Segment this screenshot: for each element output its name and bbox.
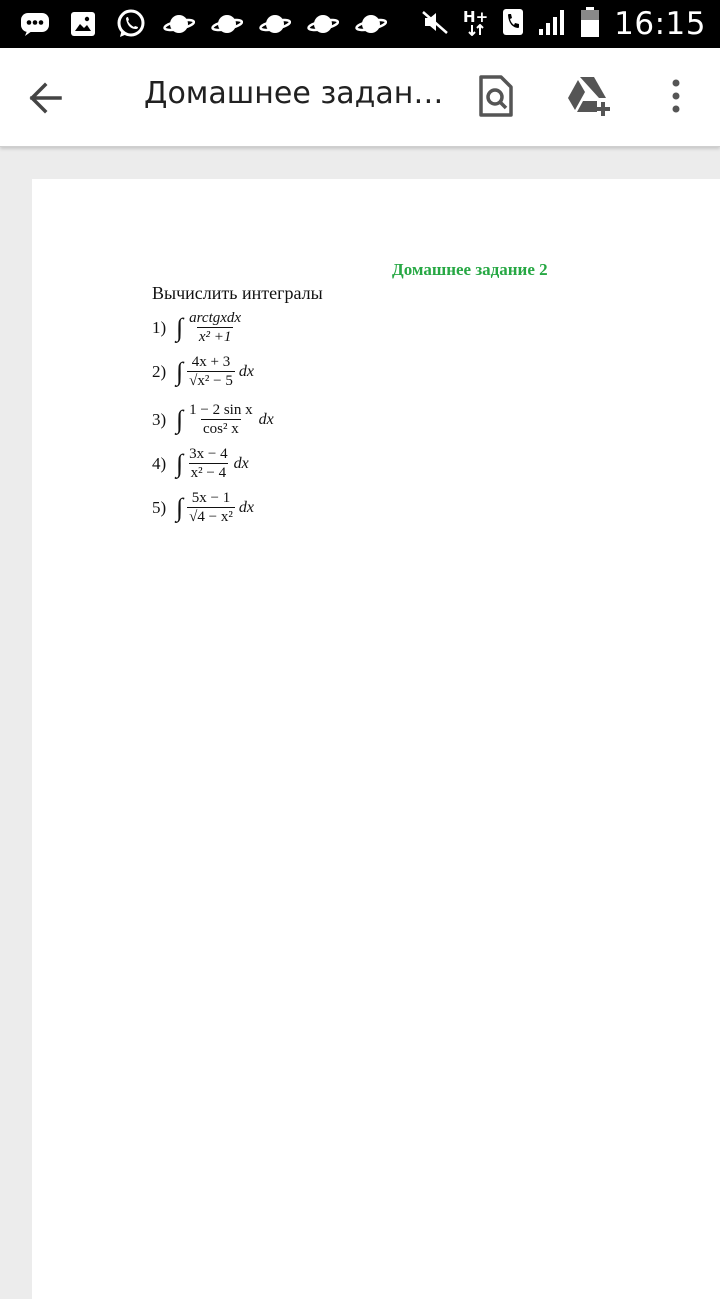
integral-sign: ∫ [176,448,184,478]
denominator: √x² − 5 [189,373,233,389]
denominator: x² − 4 [190,465,227,481]
notification-icons [18,8,388,40]
mute-icon [421,9,449,39]
problem-number: 4) [152,453,167,473]
image-icon [66,8,100,40]
fraction [187,489,235,526]
problem-number: 5) [152,497,167,517]
differential: dx [233,454,249,472]
document-title: Домашнее задан… [144,76,444,111]
chat-bubble-icon [18,8,52,40]
planet-icon [354,8,388,40]
integral-sign: ∫ [176,492,184,522]
integral-sign: ∫ [176,312,184,342]
problem-3 [152,401,274,438]
denominator: cos² x [202,421,239,437]
problem-number: 2) [152,361,167,381]
fraction [187,401,254,438]
find-in-page-icon[interactable] [476,74,516,118]
add-to-drive-icon[interactable] [566,74,616,118]
planet-icon [306,8,340,40]
denominator: x² +1 [198,329,232,345]
problem-number: 3) [152,409,167,429]
app-bar [0,48,720,147]
planet-icon [258,8,292,40]
document-page[interactable] [32,179,720,1299]
fraction [187,353,235,390]
integral-sign: ∫ [176,356,184,386]
denominator: √4 − x² [189,509,233,525]
numerator: 4x + 3 [191,354,231,370]
network-icon [463,10,488,38]
problem-4 [152,445,249,482]
problem-2 [152,353,254,390]
more-vert-icon[interactable] [660,76,692,116]
fraction [187,309,243,346]
battery-icon [580,6,600,42]
phone-icon [502,8,524,40]
problem-number: 1) [152,317,167,337]
status-bar [0,0,720,48]
network-type-label: H+ [463,8,489,26]
whatsapp-icon [114,8,148,40]
fraction [187,445,229,482]
planet-icon [162,8,196,40]
document-heading: Домашнее задание 2 [392,260,548,279]
planet-icon [210,8,244,40]
differential: dx [238,498,254,516]
differential: dx [258,410,274,428]
instruction-text: Вычислить интегралы [152,283,323,303]
clock: 16:15 [614,6,706,42]
problem-5 [152,489,254,526]
numerator: arctgxdx [189,310,242,326]
numerator: 3x − 4 [189,446,228,462]
integral-sign: ∫ [176,404,184,434]
system-icons [421,5,706,43]
signal-icon [538,8,566,40]
differential: dx [238,362,254,380]
numerator: 1 − 2 sin x [189,402,253,418]
problem-1 [152,309,245,346]
numerator: 5x − 1 [191,490,231,506]
back-arrow-icon[interactable] [26,78,66,118]
